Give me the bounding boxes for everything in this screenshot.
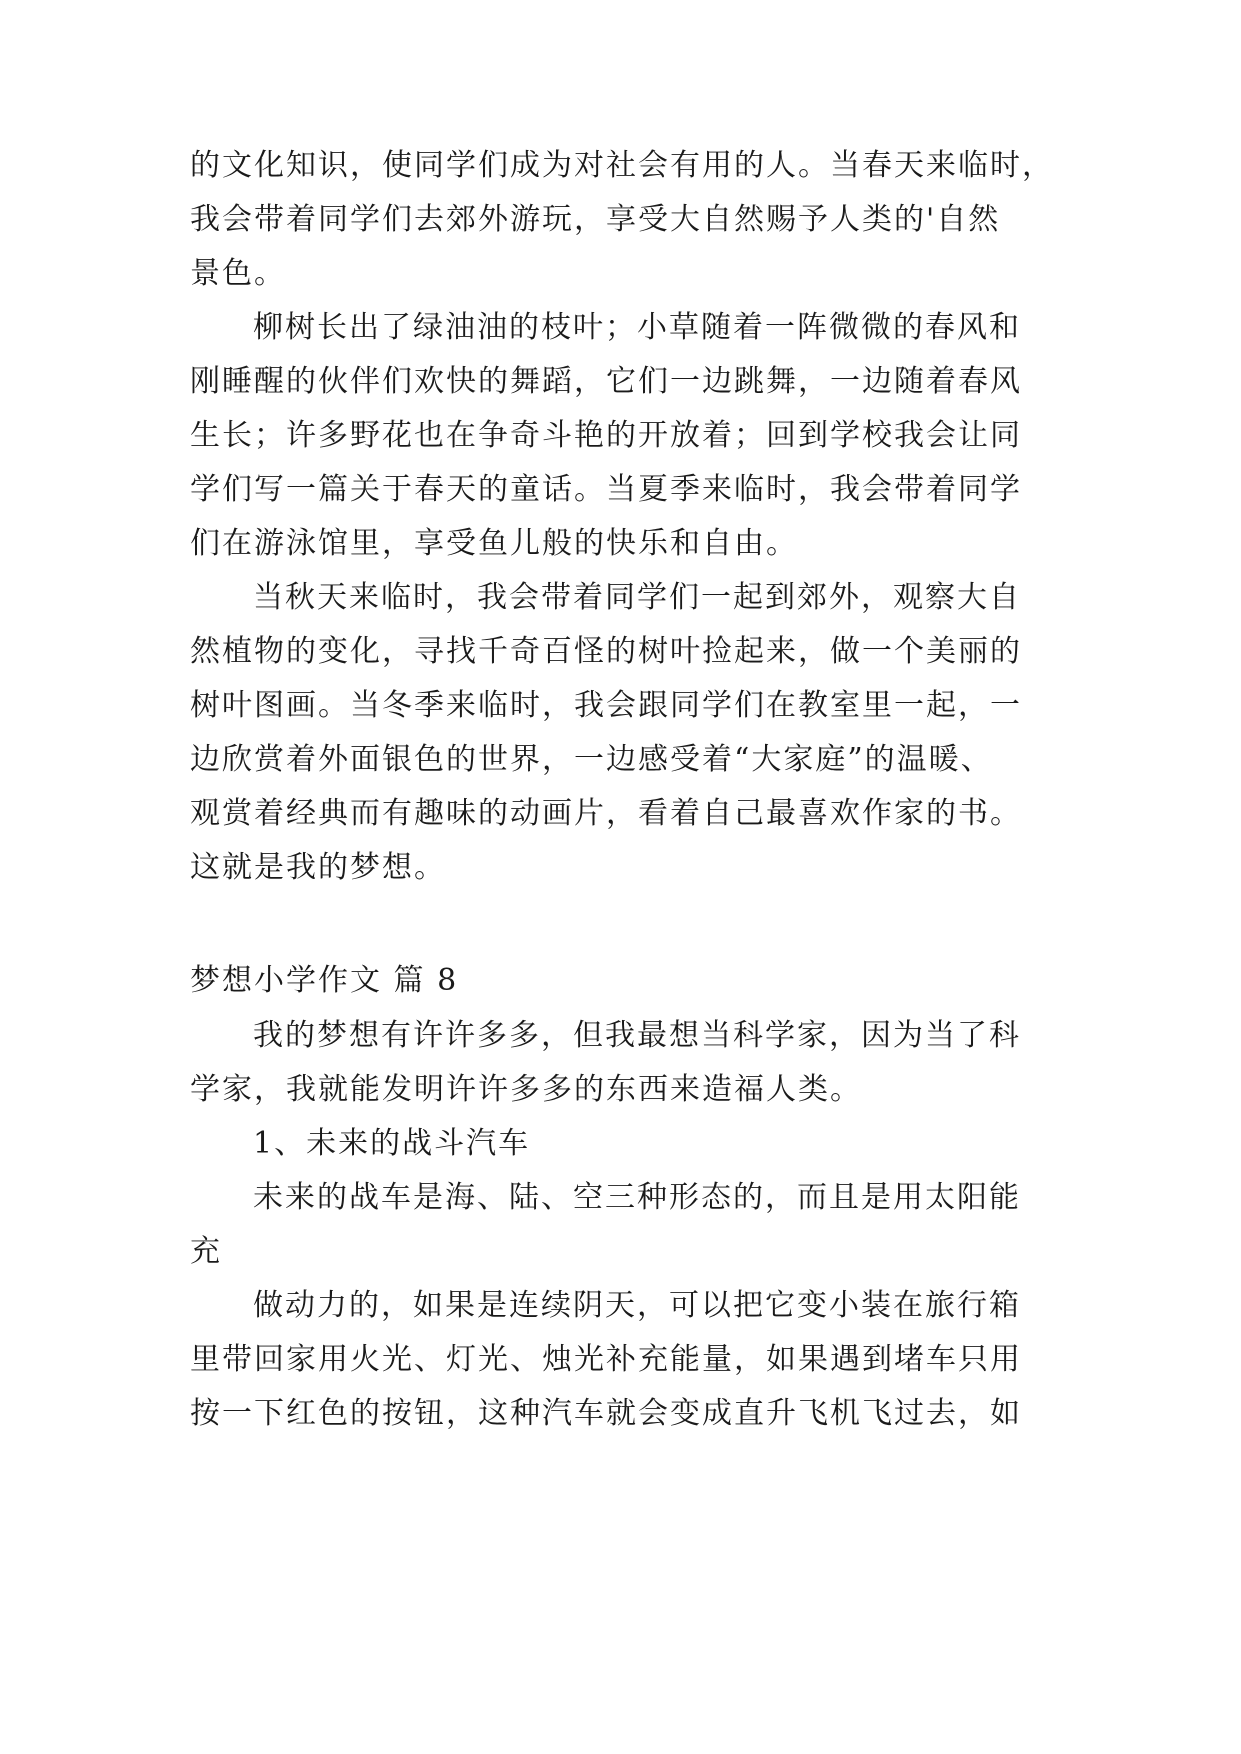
paragraph-line: 当秋天来临时，我会带着同学们一起到郊外，观察大自: [253, 580, 1021, 615]
paragraph-line: 观赏着经典而有趣味的动画片，看着自己最喜欢作家的书。: [190, 796, 1022, 831]
paragraph-line: 我会带着同学们去郊外游玩，享受大自然赐予人类的'自然: [190, 202, 1001, 237]
paragraph-line: 生长；许多野花也在争奇斗艳的开放着；回到学校我会让同: [190, 418, 1022, 453]
list-item-heading: 1、未来的战斗汽车: [253, 1126, 531, 1161]
paragraph-line: 们在游泳馆里，享受鱼儿般的快乐和自由。: [190, 526, 798, 561]
section-heading: 梦想小学作文 篇 8: [190, 963, 459, 998]
paragraph-line: 然植物的变化，寻找千奇百怪的树叶捡起来，做一个美丽的: [190, 634, 1022, 669]
paragraph-line: 里带回家用火光、灯光、烛光补充能量，如果遇到堵车只用: [190, 1342, 1022, 1377]
paragraph-line: 的文化知识，使同学们成为对社会有用的人。当春天来临时，: [190, 148, 1054, 183]
paragraph-line: 未来的战车是海、陆、空三种形态的，而且是用太阳能: [253, 1180, 1021, 1215]
paragraph-line: 做动力的，如果是连续阴天，可以把它变小装在旅行箱: [253, 1288, 1021, 1323]
paragraph-line: 我的梦想有许许多多，但我最想当科学家，因为当了科: [253, 1018, 1021, 1053]
paragraph-line: 景色。: [190, 256, 286, 291]
paragraph-line: 按一下红色的按钮，这种汽车就会变成直升飞机飞过去，如: [190, 1396, 1022, 1431]
paragraph-line: 柳树长出了绿油油的枝叶；小草随着一阵微微的春风和: [253, 310, 1021, 345]
paragraph-line: 这就是我的梦想。: [190, 850, 446, 885]
paragraph-line: 刚睡醒的伙伴们欢快的舞蹈，它们一边跳舞，一边随着春风: [190, 364, 1022, 399]
paragraph-line: 充: [190, 1234, 222, 1269]
paragraph-line: 树叶图画。当冬季来临时，我会跟同学们在教室里一起，一: [190, 688, 1022, 723]
paragraph-line: 学家，我就能发明许许多多的东西来造福人类。: [190, 1072, 862, 1107]
paragraph-line: 边欣赏着外面银色的世界，一边感受着“大家庭”的温暖、: [190, 742, 993, 777]
paragraph-line: 学们写一篇关于春天的童话。当夏季来临时，我会带着同学: [190, 472, 1022, 507]
